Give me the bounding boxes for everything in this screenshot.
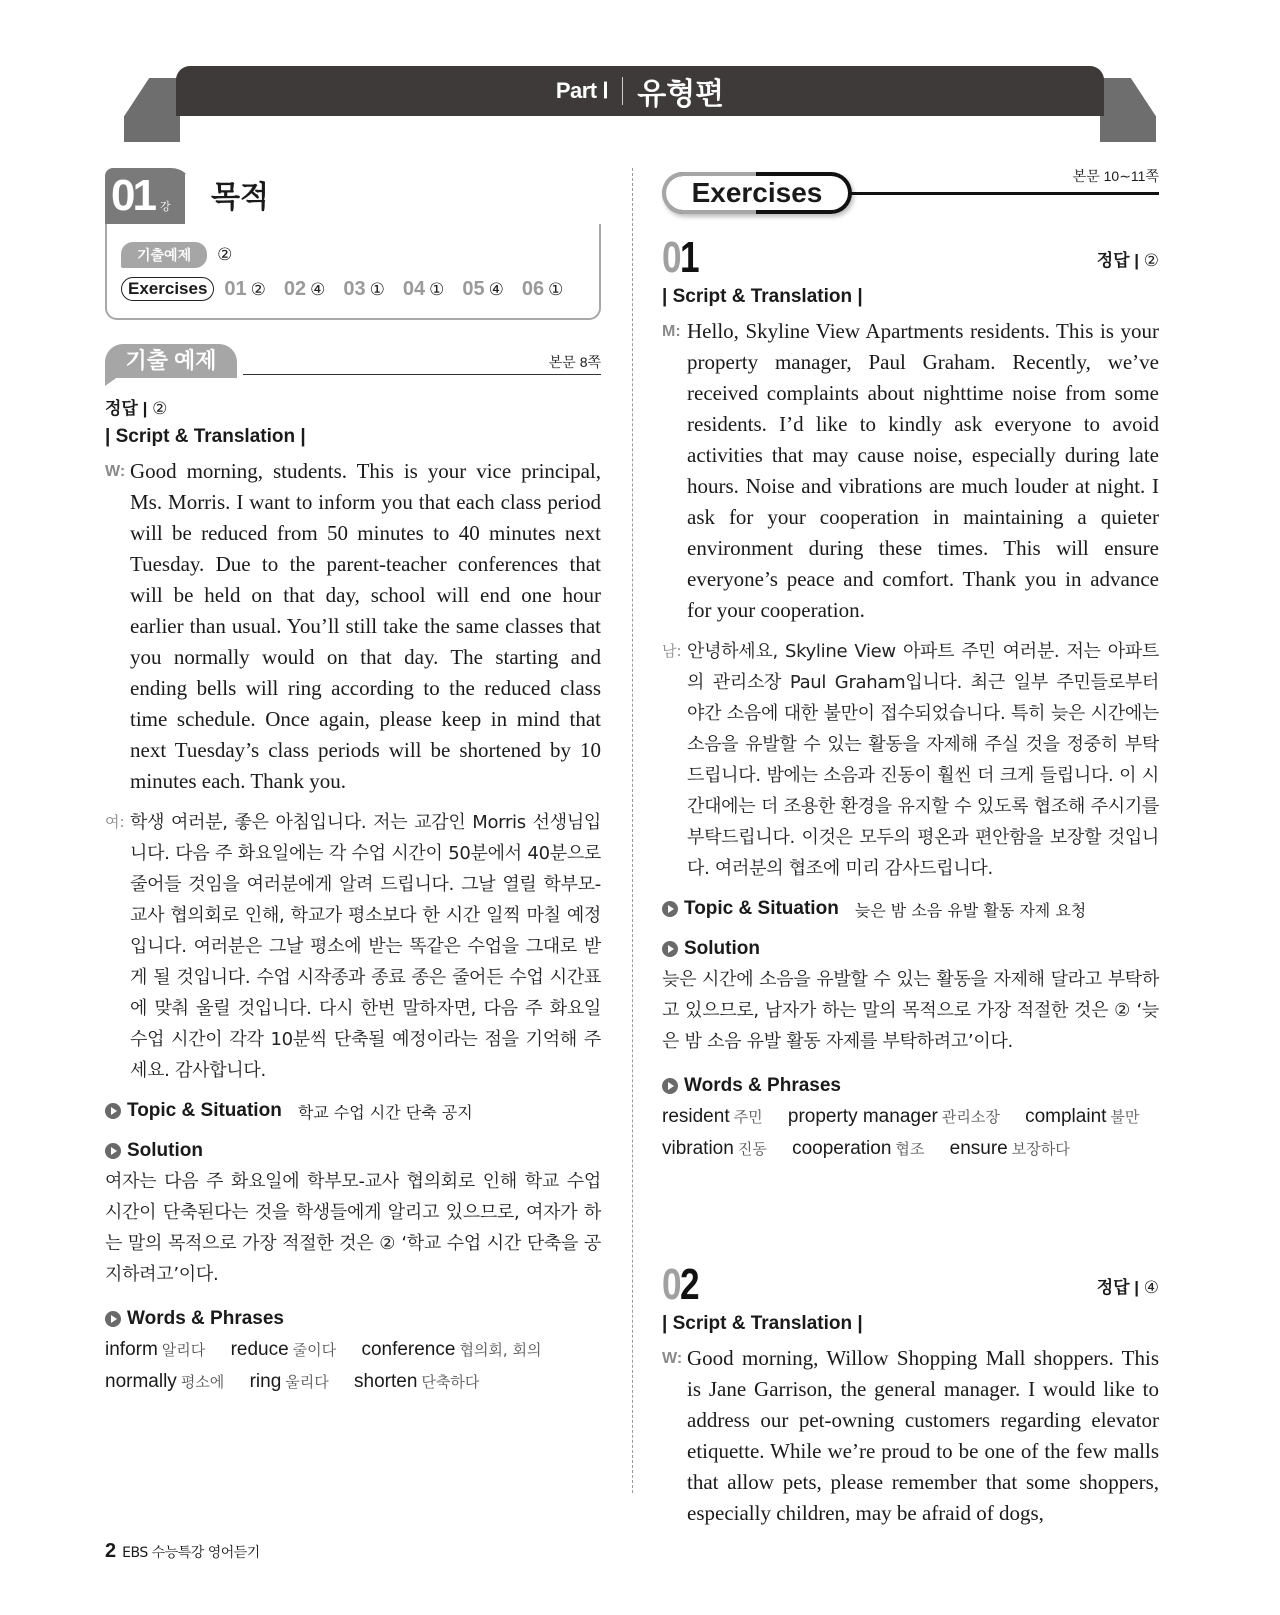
solution-text: 늦은 시간에 소음을 유발할 수 있는 활동을 자제해 달라고 부탁하고 있으므로, 남자가 하는 말의 목적으로 가장 적절한 것은 ② ‘늦은 밤 소음 유발 활동 자제를 부탁하려고’이다. xyxy=(662,969,1159,1052)
word-item xyxy=(788,1101,1000,1133)
answer-value: ② xyxy=(152,399,168,419)
question-answer xyxy=(1097,246,1159,271)
word-ko: 알리다 xyxy=(161,1341,206,1359)
word-list xyxy=(662,1101,1159,1165)
word-item xyxy=(792,1133,924,1165)
question-number xyxy=(662,1261,698,1309)
word-en: complaint xyxy=(1025,1106,1107,1127)
script-korean xyxy=(662,636,1159,884)
solution-label: Solution xyxy=(684,938,760,959)
word-en: reduce xyxy=(230,1339,289,1360)
word-item xyxy=(1025,1101,1139,1133)
translation-text: 안녕하세요, Skyline View 아파트 주민 여러분. 저는 아파트의 관리소장 Paul Graham입니다. 최근 일부 주민들로부터 야간 소음에 대한 불만이 접수되었습니다. 특히 늦은 시간에는 소음을 유발할 수 있는 활동을 자제해 주실 것을 정중히 부탁드립니다. 밤에는 소음과 진동이 훨씬 더 크게 들립니다. 이 시간대에는 더 조용한 환경을 유지할 수 있도록 협조해 주시기를 부탁드립니다. 이것은 모두의 평온과 편안함을 보장할 것입니다. 여러분의 협조에 미리 감사드립니다. xyxy=(687,641,1159,879)
speaker-label: W: xyxy=(105,463,126,480)
script-text: Hello, Skyline View Apartments residents. This is your property manager, Paul Graham. Recently, we’ve received complaints about nighttime noise from some residents. I’d like to kindly ask everyone to avoid activities that may cause noise, especially during late hours. Noise and vibrations are much louder at night. I ask for your cooperation in maintaining a quieter environment during these times. This will ensure everyone’s peace and comfort. Thank you in advance for your cooperation. xyxy=(687,319,1159,622)
page-reference: 본문 10∼11쪽 xyxy=(1072,168,1159,184)
word-list xyxy=(105,1334,601,1398)
lesson-header xyxy=(105,168,601,224)
topic-heading xyxy=(105,1096,601,1126)
exercise-number: 01 xyxy=(224,277,247,300)
speaker-label: M: xyxy=(662,323,681,340)
exercise-answer: ① xyxy=(548,279,564,300)
left-column xyxy=(105,168,601,1398)
column-divider xyxy=(632,168,633,1493)
exercises-section-label: Exercises xyxy=(662,172,852,214)
solution-heading xyxy=(662,934,1159,964)
exercise-answer-item xyxy=(462,278,504,301)
word-ko: 관리소장 xyxy=(941,1108,1000,1126)
word-ko: 협조 xyxy=(895,1140,925,1158)
word-item xyxy=(950,1133,1070,1165)
question-number-digit: 0 xyxy=(662,233,680,282)
exercise-answer-item xyxy=(224,278,266,301)
script-heading: | Script & Translation | xyxy=(662,1313,863,1334)
play-bullet-icon xyxy=(662,1078,678,1094)
word-item xyxy=(105,1366,224,1398)
answer-summary-box xyxy=(105,222,601,320)
script-heading: | Script & Translation | xyxy=(105,426,306,447)
word-en: resident xyxy=(662,1106,730,1127)
topic-label: Topic & Situation xyxy=(684,898,839,919)
part-title: 유형편 xyxy=(637,78,725,111)
exercise-number: 04 xyxy=(402,277,426,300)
word-item xyxy=(662,1133,767,1165)
question-number xyxy=(662,234,698,282)
section-rule xyxy=(848,192,1159,195)
topic-value: 학교 수업 시간 단축 공지 xyxy=(297,1102,473,1122)
word-ko: 진동 xyxy=(737,1140,767,1158)
question-header xyxy=(662,234,1159,282)
word-en: property manager xyxy=(787,1106,938,1127)
exercise-answers xyxy=(224,278,563,301)
topic-value: 늦은 밤 소음 유발 활동 자제 요청 xyxy=(854,900,1087,920)
play-bullet-icon xyxy=(662,901,678,917)
lesson-title: 목적 xyxy=(185,174,601,224)
word-ko: 불만 xyxy=(1110,1108,1140,1126)
past-exam-section-label: 기출 예제 xyxy=(105,344,237,378)
page-footer xyxy=(105,1540,260,1563)
play-bullet-icon xyxy=(662,941,678,957)
answer-value: ④ xyxy=(1143,1278,1159,1298)
script-english xyxy=(662,1343,1159,1529)
exercise-answer-item xyxy=(284,278,326,301)
right-column xyxy=(662,168,1159,1529)
script-heading: | Script & Translation | xyxy=(662,286,863,307)
word-en: ensure xyxy=(949,1138,1008,1159)
lesson-unit: 강 xyxy=(159,201,171,213)
answer-label: 정답 | xyxy=(1096,1278,1140,1297)
past-exam-answer-row xyxy=(121,238,583,272)
word-en: inform xyxy=(105,1339,158,1360)
solution-text: 여자는 다음 주 화요일에 학부모-교사 협의회로 인해 학교 수업 시간이 단축된다는 것을 학생들에게 알리고 있으므로, 여자가 하는 말의 목적으로 가장 적절한 것은 ② ‘학교 수업 시간 단축을 공지하려고’이다. xyxy=(105,1171,601,1285)
speaker-label: W: xyxy=(662,1350,683,1367)
lesson-number-tab xyxy=(105,168,193,224)
word-en: shorten xyxy=(354,1371,418,1392)
word-ko: 주민 xyxy=(733,1108,763,1126)
past-exam-section-header xyxy=(105,344,601,382)
past-exam-answer: ② xyxy=(217,245,233,265)
page-number: 2 xyxy=(105,1540,117,1562)
play-bullet-icon xyxy=(105,1311,121,1327)
answer-value: ② xyxy=(1143,251,1159,271)
question-number-digit: 2 xyxy=(679,1260,698,1309)
solution-label: Solution xyxy=(127,1140,203,1161)
book-title: EBS 수능특강 영어듣기 xyxy=(122,1545,260,1561)
topic-label: Topic & Situation xyxy=(127,1100,282,1121)
word-item xyxy=(250,1366,329,1398)
banner-bar xyxy=(176,66,1104,116)
translation-text: 학생 여러분, 좋은 아침입니다. 저는 교감인 Morris 선생님입니다. 다음 주 화요일에는 각 수업 시간이 50분에서 40분으로 줄어들 것임을 여러분에게 알려 드립니다. 그날 열릴 학부모-교사 협의회로 인해, 학교가 평소보다 한 시간 일찍 마칠 예정입니다. 여러분은 그날 평소에 받는 똑같은 수업을 그대로 받게 될 것입니다. 수업 시작종과 종료 종은 줄어든 수업 시간표에 맞춰 울릴 것입니다. 다시 한번 말하자면, 다음 주 화요일 수업 시간이 각각 10분씩 단축될 예정이라는 점을 기억해 주세요. 감사합니다. xyxy=(130,812,601,1081)
exercise-answer: ④ xyxy=(310,279,326,300)
question-answer xyxy=(1097,1273,1159,1298)
speaker-label: 남: xyxy=(662,642,682,660)
word-en: conference xyxy=(361,1339,456,1360)
word-ko: 울리다 xyxy=(285,1373,329,1391)
exercise-number: 06 xyxy=(521,277,545,300)
word-ko: 평소에 xyxy=(180,1373,225,1391)
lesson-number: 01 xyxy=(111,171,154,220)
solution-heading xyxy=(105,1136,601,1166)
word-ko: 보장하다 xyxy=(1011,1140,1070,1158)
question-number-digit: 0 xyxy=(662,1260,680,1309)
banner-flap-left xyxy=(124,78,180,142)
word-item xyxy=(105,1334,205,1366)
page-reference: 본문 8쪽 xyxy=(548,354,601,370)
section-rule xyxy=(243,374,601,375)
word-ko: 협의회, 회의 xyxy=(459,1341,542,1359)
word-item xyxy=(354,1366,479,1398)
banner-flap-right xyxy=(1100,78,1156,142)
word-en: ring xyxy=(249,1371,282,1392)
exercise-number: 05 xyxy=(462,277,485,300)
exercise-answer-item xyxy=(522,278,564,301)
word-item xyxy=(231,1334,337,1366)
script-english xyxy=(662,316,1159,626)
script-english xyxy=(105,456,601,797)
part-label: Part Ⅰ xyxy=(555,78,609,103)
exercises-section-header xyxy=(662,168,1159,218)
topic-heading xyxy=(662,894,1159,924)
script-text: Good morning, Willow Shopping Mall shoppers. This is Jane Garrison, the general manager. I would like to address our pet-owning customers regarding elevator etiquette. While we’re proud to be one of the few malls that allow pets, please remember that some shoppers, especially children, may be afraid of dogs, xyxy=(687,1346,1159,1525)
exercise-answer: ① xyxy=(369,279,385,300)
answer-label: 정답 | xyxy=(1096,251,1140,270)
part-banner xyxy=(124,66,1156,142)
word-ko: 단축하다 xyxy=(421,1373,480,1391)
answer-label: 정답 | xyxy=(105,399,148,418)
exercise-answer-row xyxy=(121,272,583,306)
words-heading xyxy=(662,1071,1159,1101)
words-label: Words & Phrases xyxy=(684,1075,841,1096)
banner-divider xyxy=(622,77,623,105)
words-label: Words & Phrases xyxy=(127,1308,284,1329)
past-exam-answer-line xyxy=(105,394,601,422)
word-item xyxy=(361,1334,541,1366)
script-korean xyxy=(105,807,601,1086)
play-bullet-icon xyxy=(105,1143,121,1159)
question-number-digit: 1 xyxy=(679,233,698,282)
word-item xyxy=(662,1101,763,1133)
word-en: cooperation xyxy=(792,1138,892,1159)
script-text: Good morning, students. This is your vice principal, Ms. Morris. I want to inform you that each class period will be reduced from 50 minutes to 40 minutes next Tuesday. Due to the parent-teacher conferences that will be held on that day, school will end one hour earlier than usual. You’ll still take the same classes that you normally would on that day. The starting and ending bells will ring according to the reduced class time schedule. Once again, please keep in mind that next Tuesday’s class periods will be shortened by 10 minutes each. Thank you. xyxy=(130,459,601,793)
word-en: normally xyxy=(105,1371,177,1392)
exercise-answer: ① xyxy=(429,279,445,300)
exercise-number: 03 xyxy=(343,277,366,300)
play-bullet-icon xyxy=(105,1103,121,1119)
exercise-answer: ② xyxy=(250,279,266,300)
exercises-badge: Exercises xyxy=(121,277,214,301)
question-header xyxy=(662,1261,1159,1309)
word-ko: 줄이다 xyxy=(292,1341,337,1359)
exercise-answer: ④ xyxy=(488,279,504,300)
exercise-answer-item xyxy=(403,278,445,301)
words-heading xyxy=(105,1304,601,1334)
word-en: vibration xyxy=(662,1138,734,1159)
speaker-label: 여: xyxy=(105,813,125,831)
past-exam-badge: 기출예제 xyxy=(121,242,207,268)
exercise-number: 02 xyxy=(283,277,307,300)
exercise-answer-item xyxy=(343,278,385,301)
